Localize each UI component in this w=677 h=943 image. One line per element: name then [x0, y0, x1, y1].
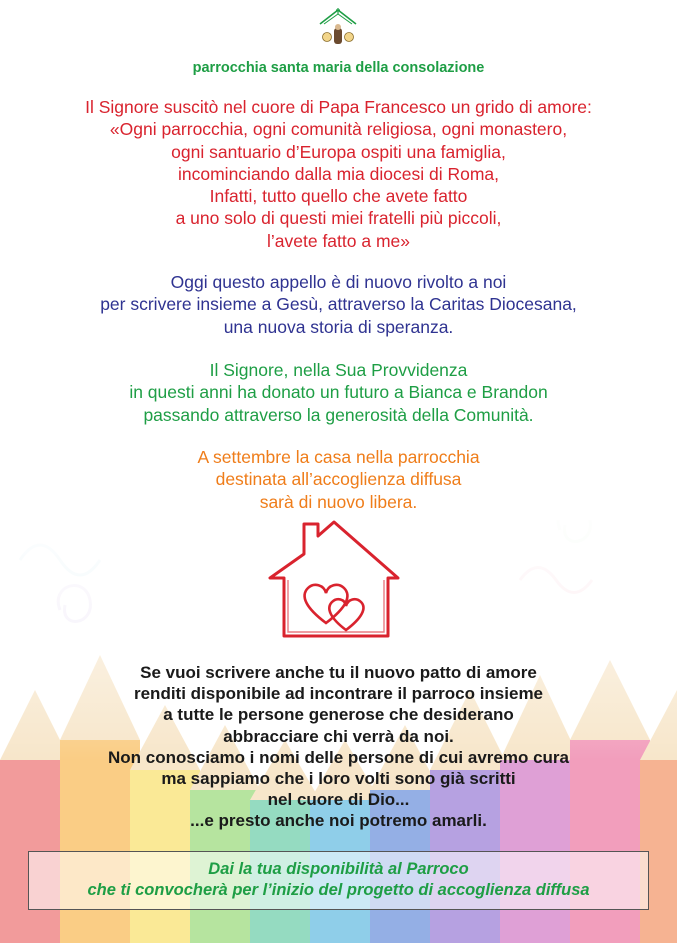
house-line: destinata all’accoglienza diffusa [215, 469, 462, 490]
parish-name: parrocchia santa maria della consolazione [192, 60, 485, 76]
invitation-line: Se vuoi scrivere anche tu il nuovo patto di amore [140, 663, 537, 682]
house-with-hearts-icon [266, 518, 402, 640]
call-to-action-box [28, 851, 649, 910]
providence-line: in questi anni ha donato un futuro a Bianca e Brandon [129, 382, 548, 403]
invitation-line: renditi disponibile ad incontrare il parroco insieme [133, 684, 544, 704]
invitation-line: abbracciare chi verrà da noi. [223, 726, 454, 746]
appeal-line: Oggi questo appello è di nuovo rivolto a noi [170, 272, 507, 292]
appeal-line: una nuova storia di speranza. [223, 316, 454, 337]
invitation-block [0, 662, 677, 832]
quote-line: ogni santuario d’Europa ospiti una famiglia, [171, 141, 506, 162]
parish-emblem-icon [316, 6, 360, 50]
invitation-line: nel cuore di Dio... [267, 790, 410, 810]
call-to-action-line-2: che ti convocherà per l’inizio del progetto di accoglienza diffusa [87, 881, 590, 899]
quote-line: incominciando dalla mia diocesi di Roma, [178, 163, 499, 184]
providence-line: passando attraverso la generosità della Comunità. [143, 404, 534, 425]
quote-line: a uno solo di questi miei fratelli più piccoli, [175, 208, 502, 229]
invitation-line: ma sappiamo che i loro volti sono già scritti [161, 769, 516, 789]
providence-line: Il Signore, nella Sua Provvidenza [209, 360, 468, 380]
quote-block [0, 96, 677, 252]
quote-line: Infatti, tutto quello che avete fatto [209, 186, 468, 207]
quote-line: Il Signore suscitò nel cuore di Papa Francesco un grido di amore: [85, 97, 592, 117]
quote-line: l’avete fatto a me» [267, 230, 410, 251]
call-to-action-line-1: Dai la tua disponibilità al Parroco [208, 860, 469, 878]
invitation-line: a tutte le persone generose che desiderano [163, 705, 514, 725]
house-line: A settembre la casa nella parrocchia [197, 447, 480, 467]
appeal-line: per scrivere insieme a Gesù, attraverso la Caritas Diocesana, [100, 294, 577, 315]
invitation-line: Non conosciamo i nomi delle persone di cui avremo cura [107, 747, 569, 767]
appeal-block [0, 271, 677, 338]
quote-line: «Ogni parrocchia, ogni comunità religiosa, ogni monastero, [109, 119, 568, 140]
providence-block [0, 359, 677, 426]
house-availability-block [0, 446, 677, 513]
house-line: sarà di nuovo libera. [259, 491, 418, 512]
invitation-line: ...e presto anche noi potremo amarli. [190, 811, 487, 831]
